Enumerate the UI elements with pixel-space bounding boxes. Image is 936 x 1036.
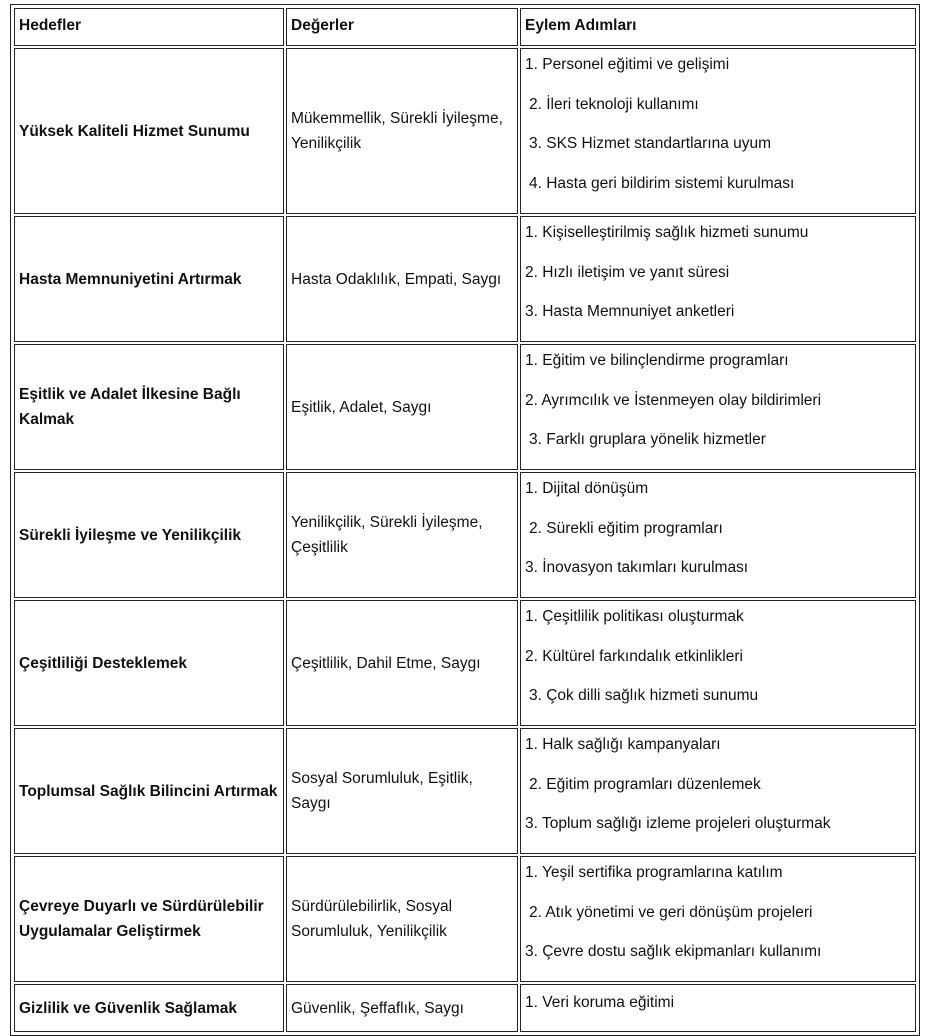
actions-cell (520, 48, 916, 214)
values-cell: Eşitlik, Adalet, Saygı (286, 344, 518, 470)
action-item: 3. SKS Hizmet standartlarına uyum (529, 135, 772, 152)
goals-table-frame (10, 4, 920, 1036)
goals-table (12, 6, 918, 1034)
action-item: 1. Çeşitlilik politikası oluşturmak (525, 608, 744, 625)
values-cell: Güvenlik, Şeffaflık, Saygı (286, 984, 518, 1032)
goal-cell: Yüksek Kaliteli Hizmet Sunumu (14, 48, 284, 214)
action-item: 1. Halk sağlığı kampanyaları (525, 736, 721, 753)
actions-cell (520, 984, 916, 1032)
table-row (14, 728, 916, 854)
table-row (14, 48, 916, 214)
table-row (14, 984, 916, 1032)
actions-cell (520, 216, 916, 342)
action-item: 1. Dijital dönüşüm (525, 480, 649, 497)
action-item: 2. Hızlı iletişim ve yanıt süresi (525, 263, 730, 281)
values-cell: Yenilikçilik, Sürekli İyileşme, Çeşitlilik (286, 472, 518, 598)
header-goals: Hedefler (14, 8, 284, 46)
goal-cell: Çeşitliliği Desteklemek (14, 600, 284, 726)
action-item: 1. Veri koruma eğitimi (525, 994, 675, 1011)
goal-cell: Sürekli İyileşme ve Yenilikçilik (14, 472, 284, 598)
action-item: 3. Farklı gruplara yönelik hizmetler (529, 431, 766, 448)
action-item: 3. Toplum sağlığı izleme projeleri oluşturmak (525, 815, 831, 832)
values-cell: Sosyal Sorumluluk, Eşitlik, Saygı (286, 728, 518, 854)
action-item: 2. İleri teknoloji kullanımı (529, 95, 699, 113)
header-values: Değerler (286, 8, 518, 46)
action-item: 1. Kişiselleştirilmiş sağlık hizmeti sunumu (525, 224, 809, 241)
table-row (14, 472, 916, 598)
action-item: 1. Eğitim ve bilinçlendirme programları (525, 352, 789, 369)
action-item: 2. Ayrımcılık ve İstenmeyen olay bildirimleri (525, 391, 822, 409)
table-row (14, 344, 916, 470)
action-item: 3. İnovasyon takımları kurulması (525, 559, 749, 576)
action-item: 4. Hasta geri bildirim sistemi kurulması (529, 174, 795, 192)
goal-cell: Eşitlik ve Adalet İlkesine Bağlı Kalmak (14, 344, 284, 470)
goal-cell: Gizlilik ve Güvenlik Sağlamak (14, 984, 284, 1032)
values-cell: Sürdürülebilirlik, Sosyal Sorumluluk, Yenilikçilik (286, 856, 518, 982)
action-item: 3. Çok dilli sağlık hizmeti sunumu (529, 687, 759, 704)
table-row (14, 600, 916, 726)
values-cell: Hasta Odaklılık, Empati, Saygı (286, 216, 518, 342)
header-actions: Eylem Adımları (520, 8, 916, 46)
actions-cell (520, 856, 916, 982)
action-item: 2. Atık yönetimi ve geri dönüşüm projeleri (529, 903, 813, 921)
table-row (14, 216, 916, 342)
action-item: 1. Personel eğitimi ve gelişimi (525, 56, 730, 73)
action-item: 2. Eğitim programları düzenlemek (529, 775, 761, 793)
goal-cell: Çevreye Duyarlı ve Sürdürülebilir Uygulamalar Geliştirmek (14, 856, 284, 982)
table-row (14, 856, 916, 982)
action-item: 2. Kültürel farkındalık etkinlikleri (525, 647, 743, 665)
actions-cell (520, 344, 916, 470)
goal-cell: Toplumsal Sağlık Bilincini Artırmak (14, 728, 284, 854)
table-header-row (14, 8, 916, 46)
actions-cell (520, 472, 916, 598)
action-item: 3. Çevre dostu sağlık ekipmanları kullanımı (525, 943, 822, 960)
values-cell: Mükemmellik, Sürekli İyileşme, Yenilikçilik (286, 48, 518, 214)
action-item: 1. Yeşil sertifika programlarına katılım (525, 864, 783, 881)
actions-cell (520, 728, 916, 854)
values-cell: Çeşitlilik, Dahil Etme, Saygı (286, 600, 518, 726)
action-item: 2. Sürekli eğitim programları (529, 519, 723, 537)
action-item: 3. Hasta Memnuniyet anketleri (525, 303, 735, 320)
actions-cell (520, 600, 916, 726)
goal-cell: Hasta Memnuniyetini Artırmak (14, 216, 284, 342)
